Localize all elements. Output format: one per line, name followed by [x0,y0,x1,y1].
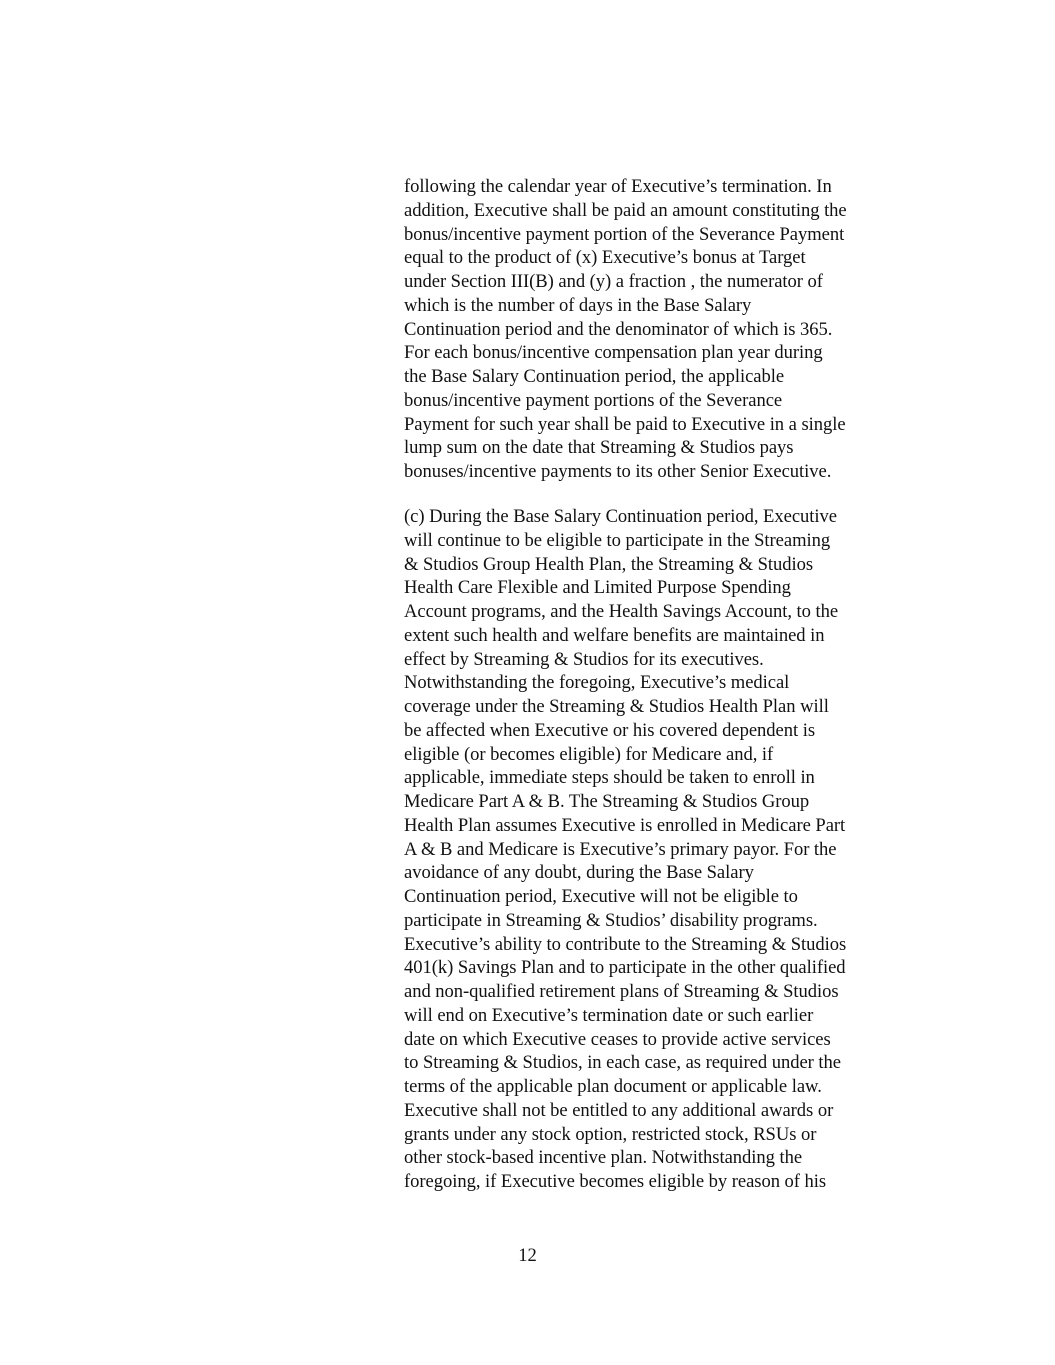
text-line: grants under any stock option, restricted stock, RSUs or [404,1123,817,1145]
text-line: participate in Streaming & Studios’ disability programs. [404,909,818,931]
text-line: Continuation period and the denominator of which is 365. [404,318,833,340]
page-number: 12 [518,1245,537,1266]
text-line: Executive’s ability to contribute to the Streaming & Studios [404,933,847,955]
text-line: Payment for such year shall be paid to Executive in a single [404,413,846,435]
text-line: Health Plan assumes Executive is enrolled in Medicare Part [404,814,846,836]
text-line: (c) During the Base Salary Continuation period, Executive [404,506,837,527]
text-line: will continue to be eligible to participate in the Streaming [404,529,831,551]
text-line: other stock-based incentive plan. Notwithstanding the [404,1147,803,1169]
text-line: extent such health and welfare benefits are maintained in [404,624,825,646]
text-line: avoidance of any doubt, during the Base Salary [404,862,754,884]
text-line: 401(k) Savings Plan and to participate in the other qualified [404,957,846,979]
text-line: coverage under the Streaming & Studios Health Plan will [404,696,829,717]
text-line: Health Care Flexible and Limited Purpose Spending [404,577,791,599]
text-line: & Studios Group Health Plan, the Streaming & Studios [404,553,814,575]
text-line: lump sum on the date that Streaming & Studios pays [404,437,794,459]
text-line: eligible (or becomes eligible) for Medicare and, if [404,743,774,765]
paragraph-health-benefits [404,505,924,1194]
text-line: Medicare Part A & B. The Streaming & Studios Group [404,791,810,812]
text-line: which is the number of days in the Base Salary [404,294,752,316]
text-line: to Streaming & Studios, in each case, as required under the [404,1052,841,1074]
text-line: be affected when Executive or his covered dependent is [404,719,816,741]
text-line: Account programs, and the Health Savings Account, to the [404,601,839,622]
text-line: and non-qualified retirement plans of Streaming & Studios [404,981,839,1002]
text-line: foregoing, if Executive becomes eligible by reason of his [404,1171,827,1192]
text-line: terms of the applicable plan document or applicable law. [404,1076,822,1097]
text-line: following the calendar year of Executive’s termination. In [404,176,832,197]
text-line: bonus/incentive payment portions of the Severance [404,389,783,411]
text-line: addition, Executive shall be paid an amount constituting the [404,199,847,221]
text-line: bonus/incentive payment portion of the Severance Payment [404,223,845,245]
text-line: Executive shall not be entitled to any additional awards or [404,1099,834,1121]
text-line: the Base Salary Continuation period, the applicable [404,366,785,387]
text-line: under Section III(B) and (y) a fraction , the numerator of [404,271,823,292]
text-line: A & B and Medicare is Executive’s primary payor. For the [404,838,837,860]
text-line: Continuation period, Executive will not be eligible to [404,886,798,907]
text-line: Notwithstanding the foregoing, Executive’s medical [404,672,790,694]
paragraph-severance-bonus [404,175,924,484]
text-line: will end on Executive’s termination date or such earlier [404,1004,814,1026]
text-line: equal to the product of (x) Executive’s bonus at Target [404,247,806,269]
text-line: bonuses/incentive payments to its other Senior Executive. [404,461,832,482]
text-line: applicable, immediate steps should be taken to enroll in [404,767,815,789]
text-line: For each bonus/incentive compensation plan year during [404,342,823,364]
text-line: date on which Executive ceases to provide active services [404,1028,831,1050]
text-line: effect by Streaming & Studios for its executives. [404,648,764,670]
